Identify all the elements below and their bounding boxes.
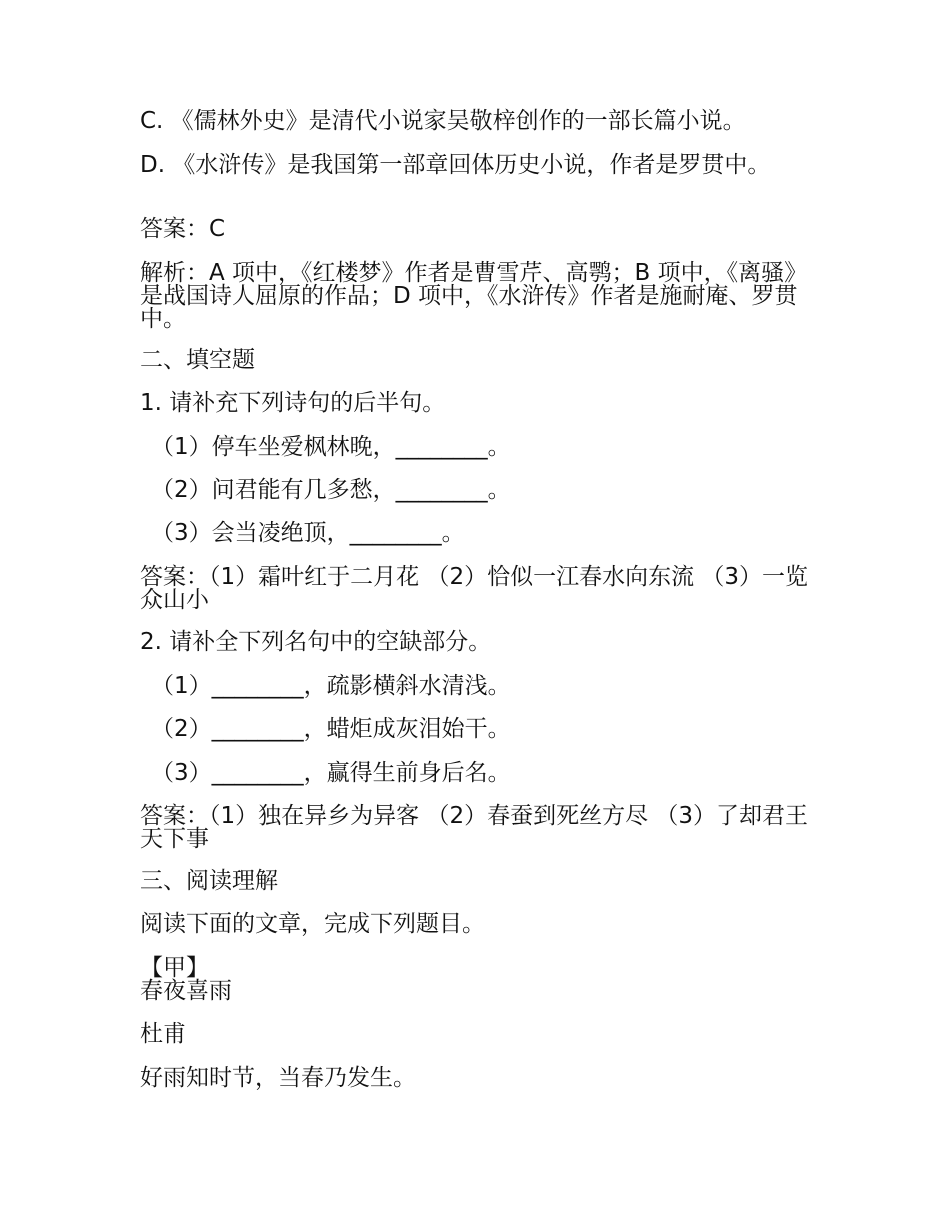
choice-d: D. 《水浒传》是我国第一部章回体历史小说，作者是罗贯中。 (140, 152, 771, 178)
question-1-prompt: 1. 请补充下列诗句的后半句。 (140, 390, 446, 416)
poem-line: 好雨知时节，当春乃发生。 (140, 1065, 416, 1091)
question-2-item: （1）________，疏影横斜水清浅。 (151, 673, 511, 699)
answer-1: 答案：C (140, 216, 226, 242)
question-2-item: （3）________，赢得生前身后名。 (151, 760, 511, 786)
question-1-answer: 答案：（1）霜叶红于二月花 （2）恰似一江春水向东流 （3）一览众山小 (140, 564, 809, 613)
question-2-item: （2）________，蜡炬成灰泪始干。 (151, 716, 511, 742)
section-3-title: 三、阅读理解 (140, 868, 278, 894)
question-2-answer: 答案：（1）独在异乡为异客 （2）春蚕到死丝方尽 （3）了却君王天下事 (140, 803, 809, 852)
choice-c: C. 《儒林外史》是清代小说家吴敬梓创作的一部长篇小说。 (140, 108, 746, 134)
reading-instruction: 阅读下面的文章，完成下列题目。 (140, 911, 485, 937)
question-1-item: （1）停车坐爱枫林晚，________。 (151, 434, 511, 460)
poem-author: 杜甫 (140, 1021, 186, 1047)
poem-title: 春夜喜雨 (140, 978, 232, 1004)
analysis-1: 解析：A 项中，《红楼梦》作者是曹雪芹、高鹗；B 项中，《离骚》是战国诗人屈原的作品；D 项中，《水浒传》作者是施耐庵、罗贯中。 (140, 260, 808, 332)
question-2-prompt: 2. 请补全下列名句中的空缺部分。 (140, 629, 492, 655)
section-2-title: 二、填空题 (140, 347, 255, 373)
question-1-item: （2）问君能有几多愁，________。 (151, 477, 511, 503)
passage-label: 【甲】 (140, 955, 209, 981)
question-1-item: （3）会当凌绝顶，________。 (151, 520, 465, 546)
